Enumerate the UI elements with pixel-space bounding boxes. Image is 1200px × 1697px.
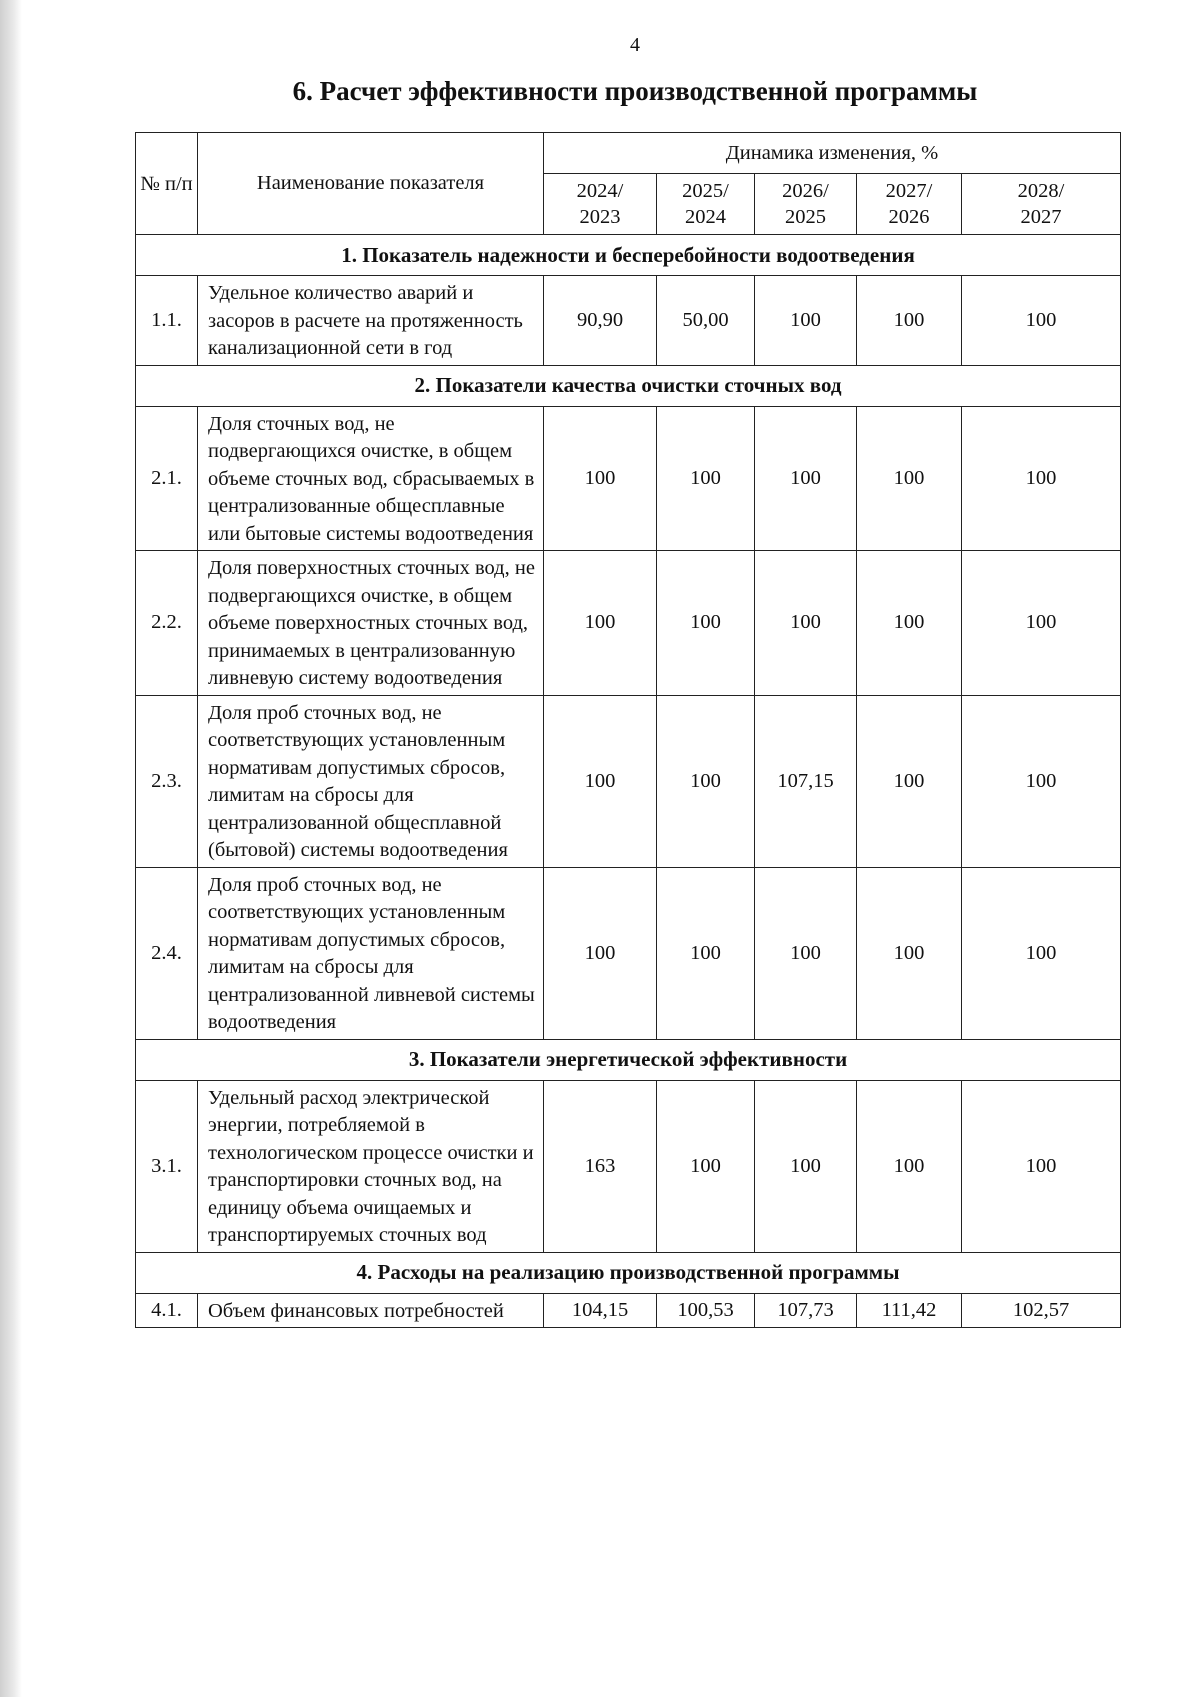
header-row <box>136 133 1121 174</box>
indicator-value: 100 <box>657 867 755 1039</box>
year-top: 2024/ <box>576 180 624 202</box>
section-title: 2. Показатели качества очистки сточных вод <box>136 365 1121 406</box>
indicator-value: 100 <box>857 1080 962 1252</box>
scan-edge <box>0 0 22 1697</box>
row-number: 1.1. <box>136 276 198 366</box>
indicator-value: 100 <box>962 867 1121 1039</box>
indicator-name: Доля проб сточных вод, не соответствующих установленным нормативам допустимых сбросов, лимитам на сбросы для централизованной общесплавной (бытовой) системы водоотведения <box>198 695 544 867</box>
year-top: 2027/ <box>885 180 933 202</box>
indicator-value: 100 <box>657 406 755 551</box>
indicator-name: Удельный расход электрической энергии, потребляемой в технологическом процессе очистки и транспортировки сточных вод, на единицу объема очищаемых и транспортируемых сточных вод <box>198 1080 544 1252</box>
section-row <box>136 1039 1121 1080</box>
row-number: 2.3. <box>136 695 198 867</box>
indicator-value: 100 <box>657 695 755 867</box>
indicator-value: 50,00 <box>657 276 755 366</box>
indicator-value: 100 <box>962 1080 1121 1252</box>
indicator-value: 100 <box>544 867 657 1039</box>
indicator-value: 100 <box>755 867 857 1039</box>
header-name: Наименование показателя <box>198 133 544 235</box>
page-title: 6. Расчет эффективности производственной программы <box>292 76 978 106</box>
year-bottom: 2026 <box>888 206 930 228</box>
indicator-name: Удельное количество аварий и засоров в расчете на протяженность канализационной сети в год <box>198 276 544 366</box>
row-number: 2.1. <box>136 406 198 551</box>
indicator-value: 100 <box>962 406 1121 551</box>
indicator-value: 100 <box>857 406 962 551</box>
indicator-value: 100 <box>962 695 1121 867</box>
indicator-value: 100,53 <box>657 1293 755 1328</box>
header-num: № п/п <box>136 133 198 235</box>
indicator-value: 100 <box>755 1080 857 1252</box>
year-bottom: 2027 <box>1020 206 1062 228</box>
indicator-value: 90,90 <box>544 276 657 366</box>
section-row <box>136 235 1121 276</box>
indicator-value: 107,15 <box>755 695 857 867</box>
section-row <box>136 365 1121 406</box>
year-top: 2026/ <box>782 180 829 202</box>
table-row <box>136 695 1121 867</box>
section-title: 3. Показатели энергетической эффективности <box>136 1039 1121 1080</box>
row-number: 2.2. <box>136 551 198 696</box>
page-number: 4 <box>630 34 640 56</box>
year-top: 2025/ <box>682 180 729 202</box>
indicator-name: Доля сточных вод, не подвергающихся очистке, в общем объеме сточных вод, сбрасываемых в централизованные общесплавные или бытовые системы водоотведения <box>198 406 544 551</box>
indicator-value: 100 <box>755 406 857 551</box>
indicator-value: 100 <box>544 695 657 867</box>
table-row <box>136 406 1121 551</box>
indicator-name: Доля проб сточных вод, не соответствующих установленным нормативам допустимых сбросов, лимитам на сбросы для централизованной ливневой системы водоотведения <box>198 867 544 1039</box>
indicator-value: 111,42 <box>857 1293 962 1328</box>
section-title: 1. Показатель надежности и бесперебойности водоотведения <box>136 235 1121 276</box>
header-dynamics: Динамика изменения, % <box>544 133 1121 174</box>
efficiency-table <box>135 132 1121 1328</box>
indicator-value: 100 <box>755 276 857 366</box>
year-bottom: 2025 <box>785 206 826 228</box>
indicator-value: 100 <box>857 551 962 696</box>
table-row <box>136 1293 1121 1328</box>
indicator-value: 107,73 <box>755 1293 857 1328</box>
header-year <box>962 174 1121 235</box>
header-year <box>544 174 657 235</box>
section-title: 4. Расходы на реализацию производственной программы <box>136 1252 1121 1293</box>
header-year <box>857 174 962 235</box>
indicator-value: 100 <box>657 551 755 696</box>
table-row <box>136 867 1121 1039</box>
row-number: 4.1. <box>136 1293 198 1328</box>
year-bottom: 2024 <box>685 206 726 228</box>
table-row <box>136 276 1121 366</box>
indicator-value: 100 <box>857 867 962 1039</box>
indicator-value: 100 <box>544 551 657 696</box>
table-row <box>136 551 1121 696</box>
year-top: 2028/ <box>1017 180 1065 202</box>
indicator-value: 100 <box>657 1080 755 1252</box>
table-body <box>136 133 1121 1328</box>
indicator-value: 104,15 <box>544 1293 657 1328</box>
table-row <box>136 1080 1121 1252</box>
indicator-value: 163 <box>544 1080 657 1252</box>
indicator-value: 100 <box>544 406 657 551</box>
header-year <box>657 174 755 235</box>
row-number: 2.4. <box>136 867 198 1039</box>
row-number: 3.1. <box>136 1080 198 1252</box>
indicator-value: 100 <box>962 551 1121 696</box>
indicator-name: Доля поверхностных сточных вод, не подвергающихся очистке, в общем объеме поверхностных сточных вод, принимаемых в централизованную ливневую систему водоотведения <box>198 551 544 696</box>
indicator-name: Объем финансовых потребностей <box>198 1293 544 1328</box>
indicator-value: 100 <box>962 276 1121 366</box>
year-bottom: 2023 <box>579 206 621 228</box>
indicator-value: 100 <box>857 276 962 366</box>
indicator-value: 102,57 <box>962 1293 1121 1328</box>
header-year <box>755 174 857 235</box>
indicator-value: 100 <box>755 551 857 696</box>
indicator-value: 100 <box>857 695 962 867</box>
section-row <box>136 1252 1121 1293</box>
